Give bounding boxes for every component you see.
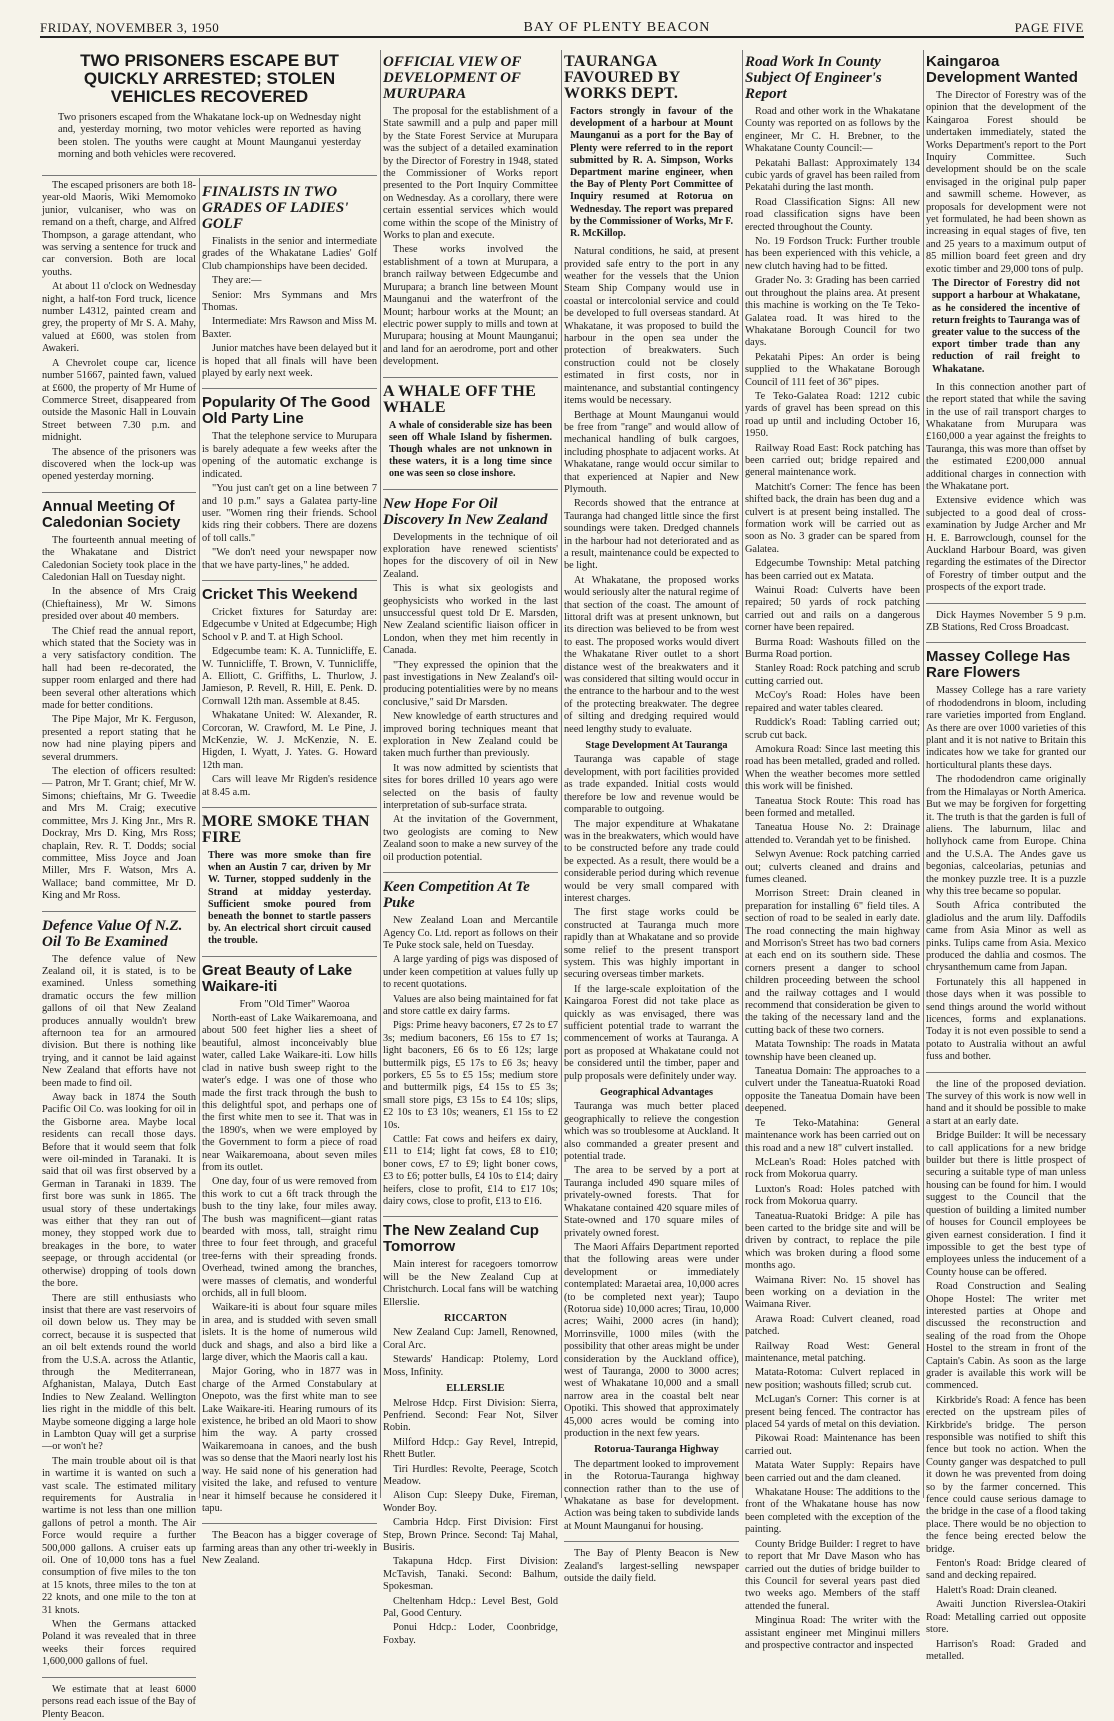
paragraph: Te Teko-Galatea Road: 1212 cubic yards of gravel has been spread on this road up until and including October 16, 1950. xyxy=(745,390,920,440)
paragraph: It was now admitted by scientists that sites for bores drilled 10 years ago were selected on the basis of faulty interpretation of sub-surface strata. xyxy=(383,762,558,812)
section-divider xyxy=(42,1677,196,1678)
paragraph: Massey College has a rare variety of rhododendrons in bloom, including rare varieties imported from England. As there are over 1000 varieties of this plant and it is not native to Britain this indicates how we take for granted our horticultural plants these days. xyxy=(926,685,1086,771)
issue-date: FRIDAY, NOVEMBER 3, 1950 xyxy=(40,20,220,35)
paragraph: Pekatahi Ballast: Approximately 134 cubic yards of gravel has been railed from Pekatahi during the last month. xyxy=(745,157,920,194)
paragraph: Road Classification Signs: All new road classification signs have been erected throughout the County. xyxy=(745,196,920,233)
paragraph: South Africa contributed the gladiolus and the arum lily. Daffodils came from Asia Minor as well as pinks. Tulips came from Asia. Mexico produced the dahlia and cosmos. The chrysanthemum came from Japan. xyxy=(926,900,1086,974)
waikare-article xyxy=(202,963,377,1516)
paragraph: Finalists in the senior and intermediate grades of the Whakatane Ladies' Golf Club championships have been decided. xyxy=(202,236,377,272)
paragraph: Senior: Mrs Symmans and Mrs Thomas. xyxy=(202,289,377,314)
paragraph: Intermediate: Mrs Rawson and Miss M. Baxter. xyxy=(202,316,377,340)
paragraph: Arawa Road: Culvert cleaned, road patched. xyxy=(745,1313,920,1338)
paragraph: One day, four of us were removed from this work to cut a 6ft track through the bush to the tiny lake, four miles away. The bush was magnificent—giant ratas bearded with moss, tall, straight rimu three to four feet through, and graceful tree-ferns with their spreading fronds. Overhead, twined among the branches, were masses of clematis, and wonderful orchids, all in full bloom. xyxy=(202,1176,377,1299)
race-entry: Stewards' Handicap: Ptolemy, Lord Moss, Infinity. xyxy=(383,1354,558,1378)
paragraph: The election of officers resulted:— Patron, Mr T. Grant; chief, Mr W. Simons; chieftains, Mr G. Tweedie and Mrs M. Craig; executive committee, Mrs J. King Jnr., Mrs R. Dockray, Mrs D. King, Mrs Ross; chaplain, Rev. R. T. Dodds; social committee, Miss Joyce and Joan Miller, Mrs F. Watson, Mrs A. Wallace; band committee, Mr D. King and Mr Ross. xyxy=(42,766,196,902)
paragraph: The first stage works could be constructed at Tauranga much more rapidly than at Whakatane and so provide some relief to the present transport system. This was highly important in securing overseas timber markets. xyxy=(564,907,739,981)
paragraph: Amokura Road: Since last meeting this road has been metalled, graded and rolled. When the weather becomes more settled this work will be finished. xyxy=(745,743,920,793)
paragraph: The fourteenth annual meeting of the Whakatane and District Caledonian Society took place in the Caledonian Hall on Tuesday night. xyxy=(42,534,196,583)
paragraph: The proposal for the establishment of a State sawmill and a pulp and paper mill by the State Forest Service at Murupara was the subject of a detailed examination by the Director of Forestry in 1948, stated the Commissioner of Works report presented to the Port Inquiry Committee on Wednesday. As a corollary, there were certain essential services which would come within the scope of the Ministry of Works to plan and execute. xyxy=(383,106,558,242)
paragraph: Bridge Builder: It will be necessary to call applications for a new bridge builder but there is little prospect of securing a suitable type of man unless housing can be found for him. I would suggest to the Council that the question of building a limited number of houses for Council employees be given earnest consideration. I find it impossible to get the best type of employees unless the inducement of a County house can be offered. xyxy=(926,1130,1086,1278)
paragraph: Matchitt's Corner: The fence has been shifted back, the drain has been dug and a culvert is at present being installed. The formation work will be carried out as soon as No. 3 grader can be spared from Galatea. xyxy=(745,481,920,555)
paragraph: Railway Road West: General maintenance, metal patching. xyxy=(745,1340,920,1364)
section-divider xyxy=(202,388,377,389)
race-entry: Cheltenham Hdcp.: Level Best, Gold Pal, Good Century. xyxy=(383,1595,558,1620)
whale-headline: A WHALE OFF THE WHALE xyxy=(383,382,537,416)
kaingaroa-headline: Kaingaroa Development Wanted xyxy=(926,53,1078,86)
te-puke-article xyxy=(383,879,558,1208)
paragraph: Matata-Rotoma: Culvert replaced in new position; washouts filled; scrub cut. xyxy=(745,1367,920,1391)
coverage-notice: The Beacon has a bigger coverage of farming areas than any other tri-weekly in New Zealand. xyxy=(202,1530,377,1567)
paragraph: Natural conditions, he said, at present provided safe entry to the port in any weather for the vessels that the Union Steam Ship Company would use in coastal or intercolonial service and could be developed to full overseas standard. At Whakatane, it was proposed to build the harbour in the open sea under the protection of breakwaters. Such construction could not be closely estimated in first costs, nor in maintenance, and substantial contingency items would be necessary. xyxy=(564,246,739,407)
paragraph: In the absence of Mrs Craig (Chieftainess), Mr W. Simons presided over about 40 members. xyxy=(42,586,196,623)
byline: From "Old Timer" Waoroa xyxy=(239,998,350,1010)
road-work-continued xyxy=(926,1079,1086,1664)
section-divider xyxy=(383,872,558,873)
section-divider xyxy=(383,489,558,490)
paragraph: They are:— xyxy=(212,275,262,287)
paragraph: Matata Township: The roads in Matata township have been cleaned up. xyxy=(745,1039,920,1063)
golf-article xyxy=(202,184,377,380)
smoke-headline: MORE SMOKE THAN FIRE xyxy=(202,813,370,847)
paragraph: Waikare-iti is about four square miles in area, and is studded with seven small islets. It is the home of numerous wild duck and shags, and also a bird like a large diver, which the Maoris call a kau. xyxy=(202,1302,377,1364)
kaingaroa-highlight: The Director of Forestry did not support a harbour at Whakatane, as he considered the incentive of return freights to Tauranga was of greater value to the success of the export timber trade than any reduction of rail freight to Whakatane. xyxy=(932,278,1080,375)
paragraph: There are still enthusiasts who insist that there are vast reservoirs of oil down below us. They may be correct, because it is suspected that an oil belt extends round the world from the U.S.A. across the Atlantic, through the Mediterranean, Afghanistan, Malaya, Dutch East Indies to New Zealand. Wellington lies right in the middle of this belt. Maybe someone digging a large hole in Lambton Quay will get a surprise—or won't he? xyxy=(42,1292,196,1453)
defence-headline: Defence Value Of N.Z. Oil To Be Examined xyxy=(42,917,183,950)
paragraph: The Maori Affairs Department reported that the following areas were under development or immediately contemplated: Maraetai area, 10,000 acres (to be completed next year); Taupo (Rotorua side) 10,000 acres; Tirau, 10,000 acres; Waihi, 2000 acres (in hand); Morrinsville, 1000 miles (with the possibility that other areas might be under consideration by the Auckland office), west of Tauranga, 2000 to 3000 acres; west of Whakatane 10,000 and a small narrow area in the coastal belt near Opotiki. This showed that approximately 45,000 acres would be coming into production in the next few years. xyxy=(564,1241,739,1440)
paragraph: Tauranga was capable of stage development, with port facilities provided as trade expanded. Initial costs would therefore be low and revenue would be comparable to outgoing. xyxy=(564,754,739,816)
paragraph: The defence value of New Zealand oil, it is stated, is to be examined. Unless something dramatic occurs the few million gallons of oil that New Zealand produces annually wouldn't brew afternoon tea for an armoured division. But there is nothing like trying, and it cannot be laid against New Zealand that efforts have not been made to find oil. xyxy=(42,953,196,1089)
paragraph: McLugan's Corner: This corner is at present being fenced. The contractor has placed 54 yards of metal on this deviation. xyxy=(745,1394,921,1431)
column-1 xyxy=(42,180,196,1720)
paragraph: The Pipe Major, Mr K. Ferguson, presented a report stating that he now had nine playing pipers and several drummers. xyxy=(42,714,196,763)
race-meeting-heading: RICCARTON xyxy=(444,1313,507,1325)
paragraph: Edgecumbe team: K. A. Tunnicliffe, E. W. Tunnicliffe, T. Brown, V. Tunnicliffe, A. Elliott, C. Griffiths, L. Thurlow, J. Jamieson, P. Revell, R. Hill, E. Penk. D. Cornwall 12th man. Assemble at 8.45. xyxy=(202,646,377,707)
section-divider xyxy=(202,580,377,581)
paragraph: These works involved the establishment of a town at Murupara, a branch railway between Edgecumbe and Murupara; a branch line between Mount Maunganui and the waterfront of the Mount; harbour works at the Mount; an electric power supply to mills and town at Murupara; housing at Mount Maunganui; and land for an aerodrome, port and other development. xyxy=(383,244,558,368)
oil-hope-article xyxy=(383,496,558,865)
subheading: Rotorua-Tauranga Highway xyxy=(594,1444,719,1456)
kaingaroa-article xyxy=(926,54,1086,595)
paragraph: Away back in 1874 the South Pacific Oil Co. was looking for oil in the Gisborne area. Maybe local residents can recall those days. Before that it would seem that folk were oil-minded in Taranaki. It is said that oil was first observed by a German in Taranaki in 1839. The first bore was sunk in 1865. The usual story of these undertakings was either that they ran out of money, they stopped work due to breakages in the bore, to water seepage, or through accidental (or otherwise) dropping of tools down the bore. xyxy=(42,1092,196,1290)
column-4 xyxy=(564,50,739,1585)
paragraph: Road and other work in the Whakatane County was reported on as follows by the engineer, Mr C. H. Brebner, to the Whakatane County Council:— xyxy=(745,106,920,155)
paragraph: Morrison Street: Drain cleaned in preparation for installing 6" field tiles. A section of road to be sealed in early date. The road connecting the main highway and Morrison's Street has two bad corners at each end on its southern side. These corners present a danger to school children proceeding between the school and the railway cottages and I would recommend that consideration be given to the taking of the necessary land and the cutting back of these two corners. xyxy=(745,888,920,1036)
paragraph: The escaped prisoners are both 18-year-old Maoris, Wiki Memomoko junior, vulcaniser, who was on remand on a theft, charge, and Alfred Thompson, a garage attendant, who was serving a sentence for truck and car conversion. Both are local youths. xyxy=(42,180,196,278)
murupara-article xyxy=(383,54,558,369)
tauranga-article xyxy=(564,54,739,1533)
paragraph: At about 11 o'clock on Wednesday night, a half-ton Ford truck, licence number L4312, painted cream and grey, the property of Mr S. A. Mahy, valued at £600, was stolen from Awakeri. xyxy=(42,281,196,355)
paragraph: The department looked to improvement in the Rotorua-Tauranga highway connection rather than to the use of Whakatane as base for development. Action was being taken to subdivide lands at Mount Maunganui for housing. xyxy=(564,1458,739,1532)
paragraph: Grader No. 3: Grading has been carried out throughout the plains area. At present this machine is working on the Te Teko-Galatea road. It was hired to the Whakatane Borough Council for two days. xyxy=(745,275,920,349)
section-divider xyxy=(926,603,1086,604)
paragraph: Railway Road East: Rock patching has been carried out; bridge repaired and general maintenance work. xyxy=(745,442,920,479)
paragraph: Records showed that the entrance at Tauranga had changed little since the first soundings were taken. Dredged channels in the harbour had not deteriorated and as a result, maintenance could be expected to be light. xyxy=(564,498,739,572)
paragraph: Pekatahi Pipes: An order is being supplied to the Whakatane Borough Council of 111 feet of 36" pipes. xyxy=(745,351,920,388)
race-entry: Takapuna Hdcp. First Division: McTavish, Tanaki. Second: Balhum, Spokesman. xyxy=(383,1556,558,1593)
caledonian-headline: Annual Meeting Of Caledonian Society xyxy=(42,497,181,531)
paragraph: Stanley Road: Rock patching and scrub cutting carried out. xyxy=(745,663,920,687)
readership-notice: We estimate that at least 6000 persons read each issue of the Bay of Plenty Beacon. xyxy=(42,1683,196,1720)
subheading: Geographical Advantages xyxy=(600,1087,713,1099)
paragraph: The Chief read the annual report, which stated that the Society was in a very satisfactory condition. The hall had been re-decorated, the supper room enlarged and there had been several other alterations which made for better conditions. xyxy=(42,625,196,712)
paragraph: "They expressed the opinion that the past investigations in New Zealand's oil-producing potentialities were by no means conclusive," said Dr Marsden. xyxy=(383,659,558,708)
paragraph: A Chevrolet coupe car, licence number 51667, painted fawn, valued at £600, the property of Mr Hume of Commerce Street, disappeared from outside the Masonic Hall in Louvain Street between 7.30 p.m. and midnight. xyxy=(42,357,196,444)
paragraph: Cattle: Fat cows and heifers ex dairy, £11 to £14; light fat cows, £8 to £10; boner cows, £7 to £9; light boner cows, £3 to £6; potter bulls, £4 10s to £14; dairy heifers, close to profit, £14 to £17 10s; dairy cows, close to profit, £13 to £16. xyxy=(383,1134,558,1208)
paragraph: Halett's Road: Drain cleaned. xyxy=(936,1584,1057,1596)
section-divider xyxy=(383,1216,558,1217)
newspaper-name: BAY OF PLENTY BEACON xyxy=(523,20,711,35)
paragraph: Extensive evidence which was subjected to a good deal of cross-examination by Judge Archer and Mr H. E. Barrowclough, counsel for the Auckland Harbour Board, was given regarding the estimates of the Director of Forestry of timber output and the prospects of the export trade. xyxy=(926,495,1086,594)
oil-hope-headline: New Hope For Oil Discovery In New Zealand xyxy=(383,495,548,528)
escape-headline: TWO PRISONERS ESCAPE BUT QUICKLY ARRESTED; STOLEN VEHICLES RECOVERED xyxy=(80,51,339,106)
paragraph: The main trouble about oil is that in wartime it is wanted on such a vast scale. The estimated military requirements for Australia in wartime is not less than one million gallons of petrol a month. The Air Force would require a further 500,000 gallons. A cruiser eats up oil. One of 10,000 tons has a fuel consumption of five miles to the ton at 15 knots, three miles to the ton at 22 knots, and one mile to the ton at 31 knots. xyxy=(42,1455,196,1616)
column-rule xyxy=(561,50,562,1498)
paragraph: Harrison's Road: Graded and metalled. xyxy=(926,1638,1086,1662)
race-entry: Ponui Hdcp.: Loder, Coonbridge, Foxbay. xyxy=(383,1622,558,1646)
column-6 xyxy=(926,50,1086,1662)
defence-article xyxy=(42,918,196,1669)
paragraph: North-east of Lake Waikaremoana, and about 500 feet higher lies a sheet of beautiful, almost inconceivably blue water, called Lake Waikare-iti. Low hills clad in native bush sweep right to the water's edge. I was one of those who made the first track through the bush to this delightful spot, and perhaps one of the first white men to see it. That was in the 1890's, when we were employed by the Government to form a piece of road near Waikaremoana, about seven miles from its outlet. xyxy=(202,1013,377,1173)
smoke-text: There was more smoke than fire when an Austin 7 car, driven by Mr W. Turner, stopped suddenly in the Strand at midday yesterday. Sufficient smoke poured from beneath the bonnet to startle passers by. An electrical short circuit caused the trouble. xyxy=(208,850,371,947)
paragraph: Taneatua Domain: The approaches to a culvert under the Taneatua-Ruatoki Road opposite the Taneatua Domain have been deepened. xyxy=(745,1066,920,1115)
column-rule xyxy=(923,50,924,1498)
column-5 xyxy=(745,50,921,1651)
paragraph: Major Goring, who in 1877 was in charge of the Armed Constabulary at Onepoto, was the first white man to see Lake Waikare-iti. Hearing rumours of its existence, he bribed an old Maori to show him the way. A party crossed Waikaremoana in canoes, and the bush was so dense that the Maori nearly lost his way. He said none of his generation had visited the lake, and refused to venture near it himself because he considered it tapu. xyxy=(202,1366,378,1514)
paragraph: Taneatua-Ruatoki Bridge: A pile has been carted to the bridge site and will be driven by contract, to replace the pile which was broken during a flood some months ago. xyxy=(745,1210,920,1272)
paragraph: No. 19 Fordson Truck: Further trouble has been experienced with this vehicle, a new clutch having had to be fitted. xyxy=(745,236,920,272)
paragraph: At the invitation of the Government, two geologists are coming to New Zealand soon to make a new survey of the oil production potential. xyxy=(383,814,558,863)
masthead xyxy=(40,14,1084,38)
section-divider xyxy=(42,175,377,176)
paragraph: the line of the proposed deviation. The survey of this work is now well in hand and it should be possible to make a start at an early date. xyxy=(926,1078,1086,1127)
paragraph: "We don't need your newspaper now that we have party-lines," he added. xyxy=(202,547,377,571)
paragraph: Luxton's Road: Holes patched with rock from Mokorua quarry. xyxy=(745,1183,920,1208)
paragraph: Fenton's Road: Bridge cleared of sand and decking repaired. xyxy=(926,1558,1086,1582)
cricket-article xyxy=(202,587,377,799)
paragraph: Developments in the technique of oil exploration have renewed scientists' hopes for the discovery of oil in New Zealand. xyxy=(383,531,558,580)
section-divider xyxy=(42,492,196,493)
escape-lead: Two prisoners escaped from the Whakatane lock-up on Wednesday night and, yesterday morning, two motor vehicles were reported as having been stolen. The youths were caught at Mount Maunganui yesterday morning and both vehicles were recovered. xyxy=(58,112,361,161)
section-divider xyxy=(202,1523,377,1524)
paragraph: "You just can't get on a line between 7 and 10 p.m." says a Galatea party-line user. "Women ring their friends. School kids ring their cobbers. There are dozens of toll calls." xyxy=(202,483,377,544)
paragraph: Whakatane House: The additions to the front of the Whakatane house has now been completed with the exception of the painting. xyxy=(745,1487,920,1536)
paragraph: Kirkbride's Road: A fence has been erected on the upstream piles of Kirkbride's bridge. The person responsible was notified to shift this fence but took no action. When the County ganger was despatched to pull it down he was prevented from doing so by the farmer concerned. This fence could cause serious damage to the bridge in the case of a flood taking place. There would be no objection to the fence being erected below the bridge. xyxy=(926,1394,1086,1555)
nz-cup-article xyxy=(383,1223,558,1647)
paragraph: The area to be served by a port at Tauranga included 490 square miles of privately-owned forests. That for Whakatane contained 420 square miles of State-owned and 170 square miles of privately owned forest. xyxy=(564,1165,739,1239)
paragraph: In this connection another part of the report stated that while the saving in the use of rail transport charges to Whakatane from Murupara was £160,000 a year against the freights to Tauranga, this was more than offset by the estimated £200,000 annual additional charges in connection with the Whakatane port. xyxy=(926,381,1086,492)
column-rule xyxy=(199,178,200,1498)
escape-article-header xyxy=(42,52,377,168)
column-3 xyxy=(383,50,558,1646)
race-entry: Melrose Hdcp. First Division: Sierra, Penfriend. Second: Fear Not, Silver Robin. xyxy=(383,1397,558,1434)
paragraph: Cricket fixtures for Saturday are: Edgecumbe v United at Edgecumbe; High School v P. and T. at High School. xyxy=(202,606,377,643)
paragraph: New Zealand Loan and Mercantile Agency Co. Ltd. report as follows on their Te Puke stock sale, held on Tuesday. xyxy=(383,915,558,951)
tauranga-lead: Factors strongly in favour of the development of a harbour at Mount Maunganui as a port for the Bay of Plenty were referred to in the report submitted by R. A. Simpson, Works Department marine engineer, when the Bay of Plenty Port Committee of Inquiry resumed at Rotorua on Wednesday. The report was prepared by the Commissioner of Works, Mr F. R. McKillop. xyxy=(570,106,733,240)
paragraph: Awaiti Junction Riverslea-Otakiri Road: Metalling carried out opposite store. xyxy=(926,1599,1086,1636)
paragraph: Selwyn Avenue: Rock patching carried out; culverts cleaned and drains and fumes cleaned. xyxy=(745,849,920,885)
paragraph: Pikowai Road: Maintenance has been carried out. xyxy=(745,1433,920,1457)
cricket-headline: Cricket This Weekend xyxy=(202,585,358,603)
paragraph: Waimana River: No. 15 shovel has been working on a deviation in the Waimana River. xyxy=(745,1274,920,1311)
paragraph: The absence of the prisoners was discovered when the lock-up was opened yesterday morning. xyxy=(42,446,196,483)
paragraph: Junior matches have been delayed but it is hoped that all finals will have been played by early next week. xyxy=(202,343,377,380)
paragraph: Whakatane United: W. Alexander, R. Corcoran, W. Crawford, M. Le Pine, J. McKenzie, W. J. McKenzie, N. E. Higden, I. Wyatt, J. Yates. G. Howard 12th man. xyxy=(202,710,377,771)
nz-cup-headline: The New Zealand Cup Tomorrow xyxy=(383,1222,539,1256)
paragraph: Matata Water Supply: Repairs have been carried out and the dam cleaned. xyxy=(745,1460,920,1484)
page-number: PAGE FIVE xyxy=(1014,20,1084,35)
paragraph: Berthage at Mount Maunganui would be free from "range" and would allow of mechanical handling of bulk cargoes, including phosphate to adjacent works. At Whakatane, range would occur similar to that experienced at Napier and New Plymouth. xyxy=(564,409,739,495)
party-line-article xyxy=(202,395,377,571)
paragraph: Fortunately this all happened in those days when it was possible to send things around the world without licences, forms and explanations. Today it is not even possible to send a potato to Australia without an awful fuss and bother. xyxy=(926,976,1086,1063)
radio-notice: Dick Haymes November 5 9 p.m. ZB Stations, Red Cross Broadcast. xyxy=(926,609,1086,634)
paragraph: This is what six geologists and geophysicists who worked in the last unsuccessful quest told Dr E. Marsden, New Zealand scientific liaison officer in London, when they met him recently in Canada. xyxy=(383,583,558,657)
paragraph: The Director of Forestry was of the opinion that the development of the Kaingaroa Forest should be undertaken immediately, stated the Works Department's report to the Port Inquiry Committee. Such development should be on the scale envisaged in the original pulp paper and sawmill scheme. However, as proposals for development were not yet formulated, he had been shown as increasing in equal stages of five, ten and 25 years to a maximum output of 85 million board feet green and dry exotic timber and 29,000 tons of pulp. xyxy=(926,90,1086,275)
column-rule xyxy=(380,50,381,1498)
paragraph: Cars will leave Mr Rigden's residence at 8.45 a.m. xyxy=(202,774,377,798)
massey-article xyxy=(926,649,1086,1063)
paragraph: Taneatua Stock Route: This road has been formed and metalled. xyxy=(745,795,920,819)
paragraph: Road Construction and Sealing Ohope Hostel: The writer met interested parties at Ohope and discussed the reconstruction and sealing of the road from the Ohope Hostel to the stream in front of the Captain's Cabin. As soon as the large grader is available this work will be commenced. xyxy=(926,1281,1086,1392)
paragraph: The major expenditure at Whakatane was in the breakwaters, which would have to be constructed before any trade could be expected. As a result, there would be a considerable period during which revenue would be very small compared with interest charges. xyxy=(564,818,739,904)
paragraph: Pigs: Prime heavy baconers, £7 2s to £7 3s; medium baconers, £6 15s to £7 1s; light baconers, £6 6s to £6 12s; large buttermilk pigs, £5 17s to £6 3s; heavy porkers, £5 5s to £5 15s; medium store and buttermilk pigs, £4 15s to £5 3s; small store pigs, £3 15s to £4 10s; slips, £2 10s to £3 10s; weaners, £1 15s to £2 10s. xyxy=(383,1020,558,1131)
subheading: Stage Development At Tauranga xyxy=(585,740,728,752)
paragraph: Values are also being maintained for fat and store cattle ex dairy farms. xyxy=(383,993,558,1017)
section-divider xyxy=(383,377,558,378)
column-rule xyxy=(742,50,743,1498)
race-entry: Cambria Hdcp. First Division: First Step, Brown Prince. Second: Taj Mahal, Busiris. xyxy=(383,1517,558,1553)
paragraph: At Whakatane, the proposed works would seriously alter the natural regime of that section of the coast. The amount of littoral drift was at present unknown, but its direction was believed to be from west to east. The proposed works would divert the Whakatane River outlet to a short distance west of the breakwaters and it was considered that silting would occur in the entrance to the harbour and to the west of the protecting breakwater. The degree of silting and dredging required would need lengthy study to evaluate. xyxy=(564,574,739,735)
party-line-headline: Popularity Of The Good Old Party Line xyxy=(202,394,371,428)
tauranga-headline: TAURANGA FAVOURED BY WORKS DEPT. xyxy=(564,53,681,102)
race-entry: New Zealand Cup: Jamell, Renowned, Coral Arc. xyxy=(383,1327,558,1351)
paragraph: Edgecumbe Township: Metal patching has been carried out ex Matata. xyxy=(745,558,920,582)
section-divider xyxy=(202,956,377,957)
section-divider xyxy=(42,911,196,912)
section-divider xyxy=(564,1541,739,1542)
paragraph: That the telephone service to Murupara is barely adequate a few weeks after the opening of the automatic exchange is indicated. xyxy=(202,431,377,480)
paragraph: The rhododendron came originally from the Himalayas or North America. But we may be forgiven for forgetting it. The truth is that the garden is full of aliens. The laburnum, lilac and hollyhock came from Europe. China and the U.S.A. The Andes gave us begonias, calceolarias, petunias and the monkey puzzle tree. It is a puzzle why this tree became so popular. xyxy=(926,774,1086,897)
road-work-headline: Road Work In County Subject Of Engineer's Report xyxy=(745,54,882,102)
golf-headline: FINALISTS IN TWO GRADES OF LADIES' GOLF xyxy=(202,184,349,232)
paragraph: County Bridge Builder: I regret to have to report that Mr Dave Mason who has carried out the duties of bridge builder to this Council for several years past died two weeks ago. Members of the staff attended the funeral. xyxy=(745,1538,920,1612)
paragraph: McLean's Road: Holes patched with rock from Mokorua quarry. xyxy=(745,1156,920,1181)
murupara-headline: OFFICIAL VIEW OF DEVELOPMENT OF MURUPARA xyxy=(383,54,522,102)
section-divider xyxy=(202,807,377,808)
paragraph: McCoy's Road: Holes have been repaired and water tables cleared. xyxy=(745,690,920,714)
paragraph: Minginua Road: The writer with the assistant engineer met Minginui millers and prospective contractor and inspected xyxy=(745,1615,920,1651)
paragraph: Wainui Road: Culverts have been repaired; 50 yards of rock patching carried out and rails on a dangerous corner have been repaired. xyxy=(745,585,920,634)
paragraph: A large yarding of pigs was disposed of under keen competition at values fully up to recent quotations. xyxy=(383,954,558,991)
whale-article xyxy=(383,384,558,481)
paragraph: Main interest for racegoers tomorrow will be the New Zealand Cup at Christchurch. Local fans will be watching Ellerslie. xyxy=(383,1259,558,1308)
paragraph: When the Germans attacked Poland it was revealed that in three weeks their forces required 1,600,000 gallons of fuel. xyxy=(42,1619,196,1668)
paragraph: Ruddick's Road: Tabling carried out; scrub cut back. xyxy=(745,717,920,741)
paragraph: If the large-scale exploitation of the Kaingaroa Forest did not take place as quickly as was envisaged, there was sufficient potential trade to warrant the commencement of works at Tauranga. A port as proposed at Whakatane could not be considered until the timber, paper and pulp proposals were definitely under way. xyxy=(564,983,739,1082)
race-entry: Tiri Hurdles: Revolte, Peerage, Scotch Meadow. xyxy=(383,1463,558,1487)
paragraph: Te Teko-Matahina: General maintenance work has been carried out on this road and a new 18" culvert installed. xyxy=(745,1117,920,1154)
race-meeting-heading: ELLERSLIE xyxy=(446,1383,505,1395)
whale-text: A whale of considerable size has been seen off Whale Island by fishermen. Though whales are not unknown in these waters, it is a long time since one was seen so close inshore. xyxy=(389,419,552,480)
section-divider xyxy=(926,1072,1086,1073)
paragraph: New knowledge of earth structures and improved boring techniques meant that exploration in New Zealand could be taken much further than previously. xyxy=(383,711,558,760)
column-2 xyxy=(202,180,378,1567)
caledonian-article xyxy=(42,499,196,903)
coverage-notice: The Bay of Plenty Beacon is New Zealand's largest-selling newspaper outside the daily field. xyxy=(564,1548,739,1585)
paragraph: Taneatua House No. 2: Drainage attended to. Verandah yet to be finished. xyxy=(745,822,920,846)
race-entry: Alison Cup: Sleepy Duke, Fireman, Wonder Boy. xyxy=(383,1490,558,1514)
waikare-headline: Great Beauty of Lake Waikare-iti xyxy=(202,961,353,995)
race-entry: Milford Hdcp.: Gay Revel, Intrepid, Rhett Butler. xyxy=(383,1436,558,1461)
section-divider xyxy=(926,642,1086,643)
paragraph: Tauranga was much better placed geographically to relieve the congestion which was so troublesome at Auckland. It also commanded a greater present and potential trade. xyxy=(564,1101,739,1163)
road-work-article xyxy=(745,54,920,1652)
paragraph: Burma Road: Washouts filled on the Burma Road portion. xyxy=(745,636,920,661)
te-puke-headline: Keen Competition At Te Puke xyxy=(383,879,530,912)
smoke-article xyxy=(202,814,377,948)
massey-headline: Massey College Has Rare Flowers xyxy=(926,648,1071,682)
escape-article xyxy=(42,180,196,484)
